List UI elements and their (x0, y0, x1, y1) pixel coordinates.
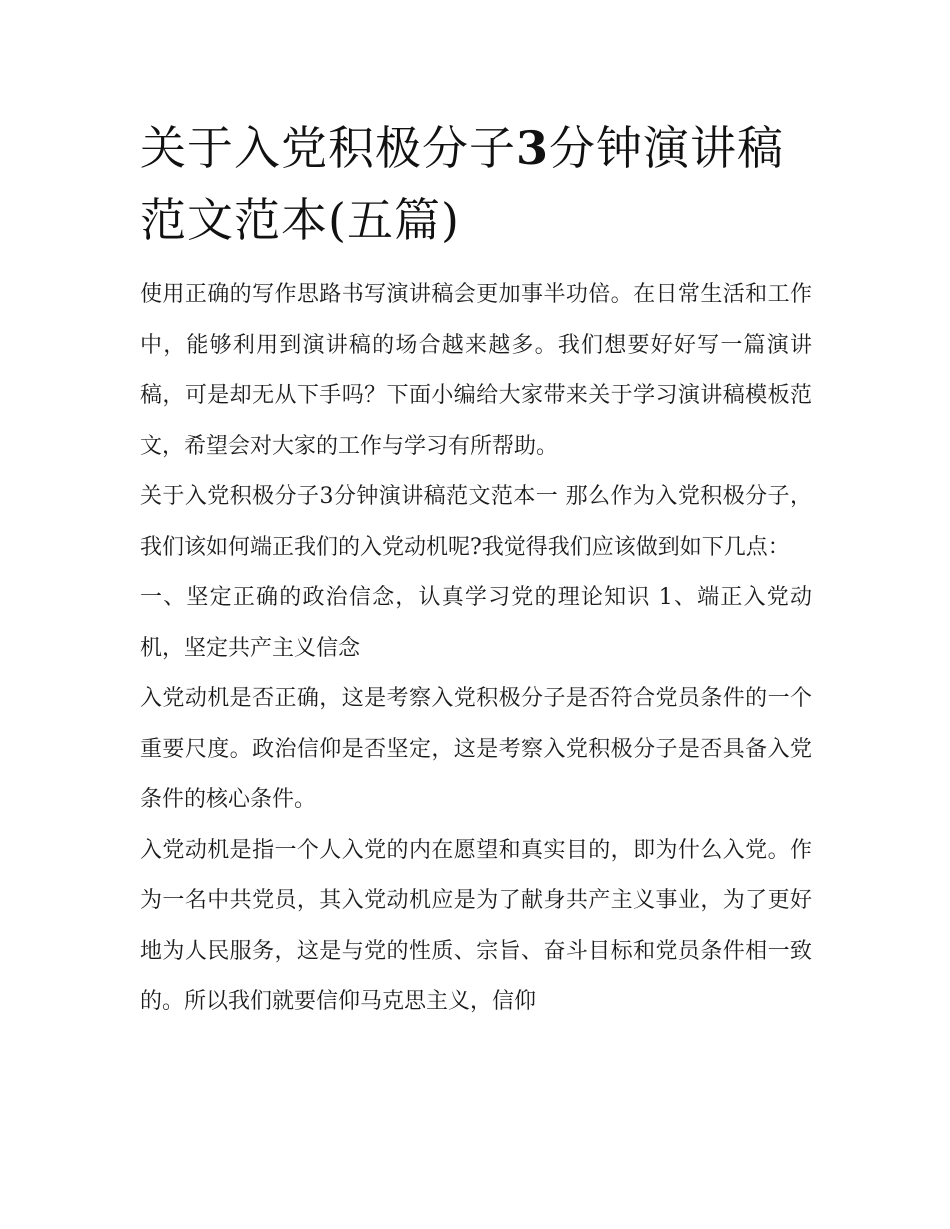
paragraph-section-one-intro: 关于入党积极分子3分钟演讲稿范文范本一 那么作为入党积极分子，我们该如何端正我们的入党动机呢?我觉得我们应该做到如下几点： (140, 484, 812, 560)
paragraph-motive-definition: 入党动机是指一个人入党的内在愿望和真实目的，即为什么入党。作为一名中共党员，其入党动机应是为了献身共产主义事业，为了更好地为人民服务，这是与党的性质、宗旨、奋斗目标和党员条件相一致的。所以我们就要信仰马克思主义，信仰 (140, 837, 812, 1014)
document-title: 关于入党积极分子3分钟演讲稿范文范本(五篇) (140, 121, 785, 247)
paragraph-motive-standard: 入党动机是否正确，这是考察入党积极分子是否符合党员条件的一个重要尺度。政治信仰是否坚定，这是考察入党积极分子是否具备入党条件的核心条件。 (140, 686, 812, 812)
document-page (140, 112, 812, 1028)
paragraph-heading-one: 一、坚定正确的政治信念，认真学习党的理论知识 1、端正入党动机，坚定共产主义信念 (140, 585, 812, 661)
paragraph-intro: 使用正确的写作思路书写演讲稿会更加事半功倍。在日常生活和工作中，能够利用到演讲稿的场合越来越多。我们想要好好写一篇演讲稿，可是却无从下手吗？下面小编给大家带来关于学习演讲稿模板范文，希望会对大家的工作与学习有所帮助。 (140, 282, 812, 459)
